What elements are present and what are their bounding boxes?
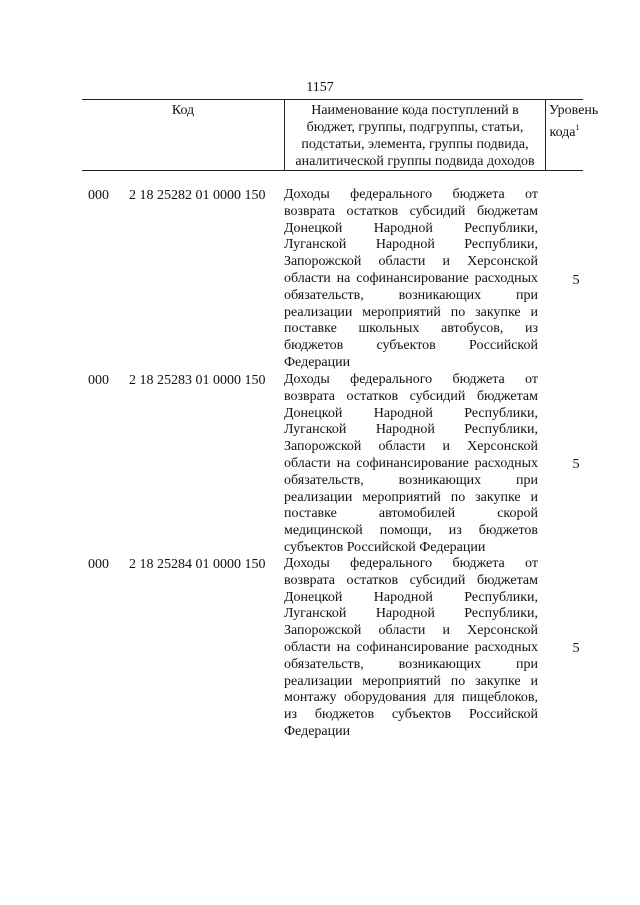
income-description: Доходы федерального бюджета от возврата остатков субсидий бюджетам Донецкой Народной Республики, Луганской Народной Республики, Запорожской области и Херсонской области на софинансирование расходных обязательств, возникающих при реализации мероприятий по закупке и поставке автомобилей скорой медицинской помощи, из бюджетов субъектов Российской Федерации bbox=[284, 372, 538, 555]
admin-code: 000 bbox=[88, 188, 109, 203]
header-name bbox=[285, 100, 546, 171]
admin-code: 000 bbox=[88, 373, 109, 388]
code-level: 5 bbox=[572, 641, 580, 656]
income-code: 2 18 25282 01 0000 150 bbox=[129, 188, 266, 203]
income-code: 2 18 25283 01 0000 150 bbox=[129, 373, 266, 388]
header-level bbox=[546, 100, 599, 171]
header-level-label: Уровень кода bbox=[549, 103, 599, 140]
page-number: 1157 bbox=[306, 80, 334, 95]
admin-code: 000 bbox=[88, 557, 109, 572]
header-code-label: Код bbox=[171, 103, 195, 118]
income-code: 2 18 25284 01 0000 150 bbox=[129, 557, 266, 572]
code-level: 5 bbox=[572, 457, 580, 472]
table-header bbox=[82, 99, 599, 171]
income-description: Доходы федерального бюджета от возврата остатков субсидий бюджетам Донецкой Народной Республики, Луганской Народной Республики, Запорожской области и Херсонской области на софинансирование расходных обязательств, возникающих при реализации мероприятий по закупке и поставке школьных автобусов, из бюджетов субъектов Российской Федерации bbox=[284, 187, 538, 370]
income-description: Доходы федерального бюджета от возврата остатков субсидий бюджетам Донецкой Народной Республики, Луганской Народной Республики, Запорожской области и Херсонской области на софинансирование расходных обязательств, возникающих при реализации мероприятий по закупке и монтажу оборудования для пищеблоков, из бюджетов субъектов Российской Федерации bbox=[284, 556, 538, 739]
header-name-label: Наименование кода поступлений в бюджет, группы, подгруппы, статьи, подстатьи, элемента, группы подвида, аналитической группы подвида доходов bbox=[295, 103, 535, 169]
code-level: 5 bbox=[572, 273, 580, 288]
header-code bbox=[82, 100, 285, 171]
header-level-footnote: 1 bbox=[575, 123, 580, 132]
